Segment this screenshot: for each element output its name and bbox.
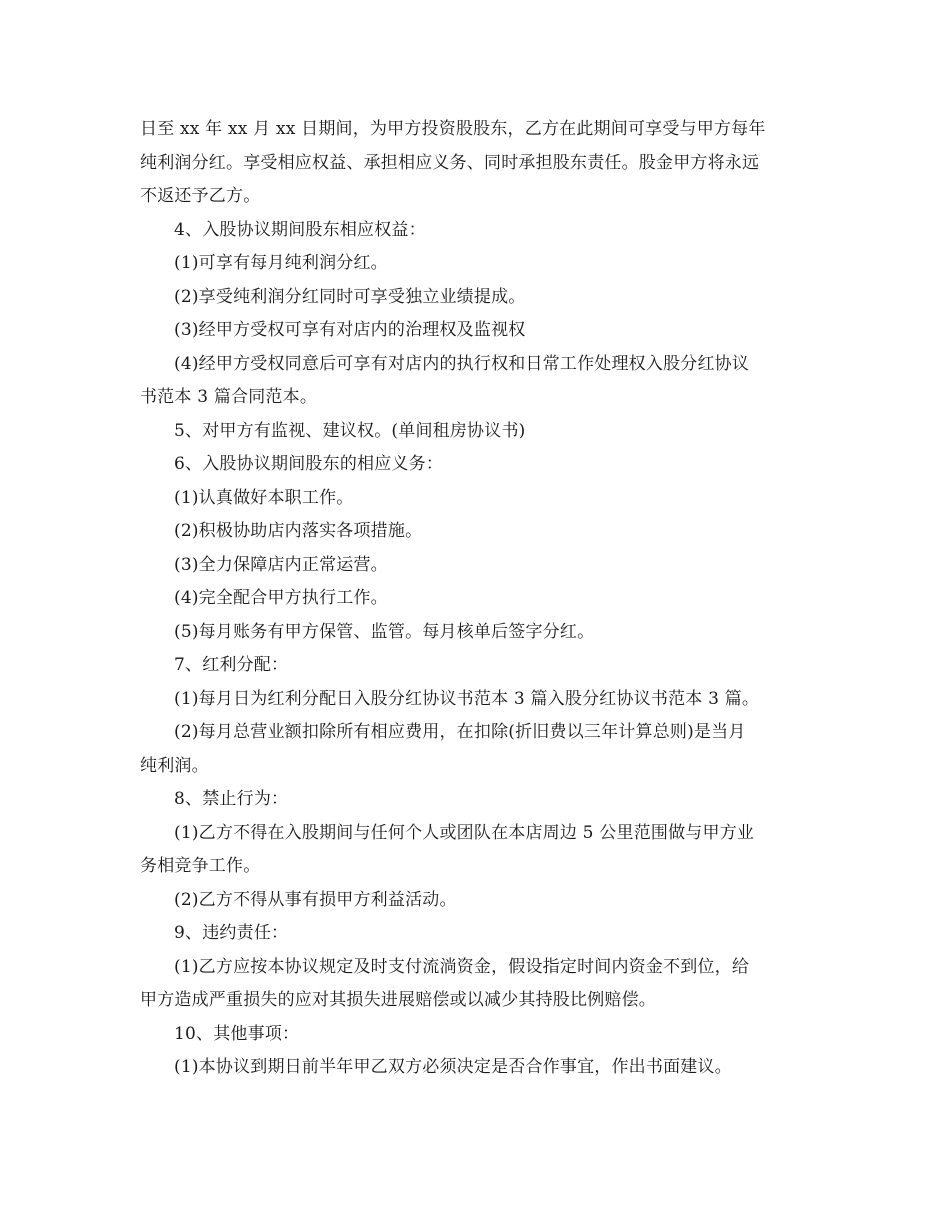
text-line: (1)认真做好本职工作。	[174, 487, 354, 508]
text-line: 日至 xx 年 xx 月 xx 日期间，为甲方投资股股东，乙方在此期间可享受与甲方每年	[140, 119, 766, 139]
text-line: (1)可享有每月纯利润分红。	[174, 253, 388, 273]
text-line: 纯利润分红。享受相应权益、承担相应义务、同时承担股东责任。股金甲方将永远	[140, 152, 760, 173]
text-line: (4)经甲方受权同意后可享有对店内的执行权和日常工作处理权入股分红协议	[174, 353, 750, 374]
text-line: 务相竞争工作。	[140, 856, 261, 876]
text-line: (1)乙方不得在入股期间与任何个人或团队在本店周边 5 公里范围做与甲方业	[174, 822, 755, 843]
text-line: 4、入股协议期间股东相应权益：	[174, 219, 426, 240]
text-line: 10、其他事项：	[174, 1023, 300, 1044]
text-line: 书范本 3 篇合同范本。	[140, 387, 318, 407]
text-line: (5)每月账务有甲方保管、监管。每月核单后签字分红。	[174, 621, 595, 642]
text-line: 8、禁止行为：	[174, 789, 289, 809]
document-body	[140, 113, 812, 1085]
text-line: (1)本协议到期日前半年甲乙双方必须决定是否合作事宜，作出书面建议。	[174, 1057, 732, 1077]
text-line: 纯利润。	[140, 755, 209, 776]
text-line: (4)完全配合甲方执行工作。	[174, 588, 388, 608]
text-line: 7、红利分配：	[174, 655, 289, 675]
text-line: (2)每月总营业额扣除所有相应费用，在扣除(折旧费以三年计算总则)是当月	[174, 722, 746, 742]
text-line: 9、违约责任：	[174, 923, 289, 943]
text-line: (3)全力保障店内正常运营。	[174, 554, 388, 575]
text-line: (1)每月日为红利分配日入股分红协议书范本 3 篇入股分红协议书范本 3 篇。	[174, 688, 760, 709]
text-line: (2)乙方不得从事有损甲方利益活动。	[174, 889, 457, 910]
text-line: (2)积极协助店内落实各项措施。	[174, 521, 423, 541]
text-line: (2)享受纯利润分红同时可享受独立业绩提成。	[174, 286, 526, 307]
text-line: (3)经甲方受权可享有对店内的治理权及监视权	[174, 320, 526, 340]
text-line: 6、入股协议期间股东的相应义务：	[174, 454, 444, 474]
text-line: 甲方造成严重损失的应对其损失进展赔偿或以减少其持股比例赔偿。	[140, 990, 656, 1010]
text-line: 5、对甲方有监视、建议权。(单间租房协议书)	[174, 420, 526, 441]
text-line: (1)乙方应按本协议规定及时支付流淌资金，假设指定时间内资金不到位，给	[174, 956, 750, 977]
text-line: 不返还予乙方。	[140, 186, 261, 206]
